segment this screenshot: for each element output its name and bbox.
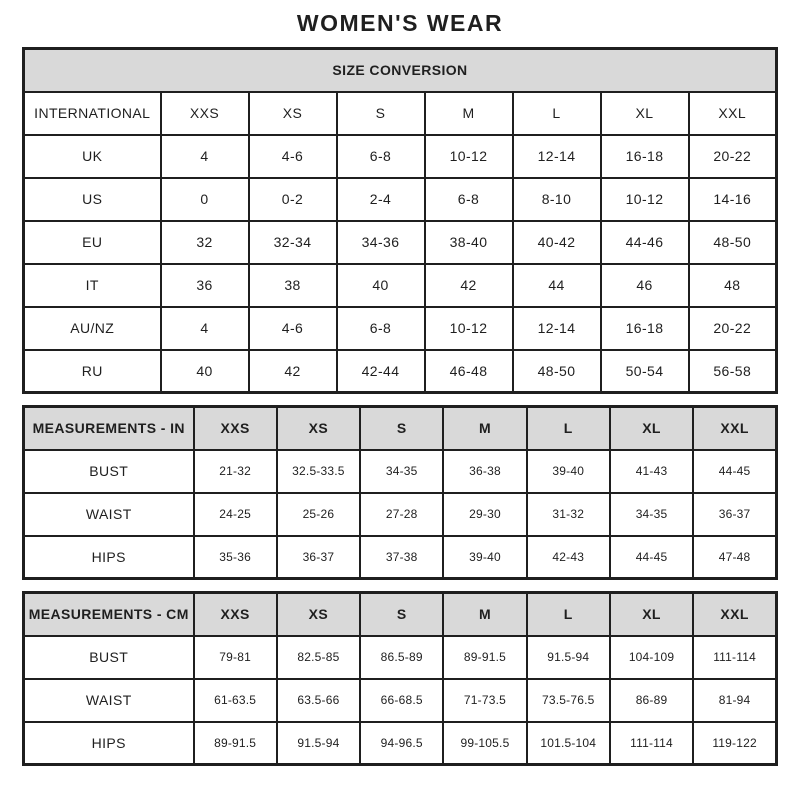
value-cell: 44 (513, 264, 601, 307)
column-header-cell: XXL (693, 593, 776, 636)
value-cell: 91.5-94 (277, 722, 360, 765)
value-cell: 31-32 (527, 493, 610, 536)
page-title: WOMEN'S WEAR (296, 10, 504, 36)
value-cell: 10-12 (425, 307, 513, 350)
value-cell: 6-8 (337, 307, 425, 350)
value-cell: 41-43 (610, 450, 693, 493)
value-cell: 38-40 (425, 221, 513, 264)
row-label-cell: WAIST (24, 493, 194, 536)
value-cell: 16-18 (601, 135, 689, 178)
table-title-cell: SIZE CONVERSION (24, 49, 777, 92)
value-cell: 24-25 (194, 493, 277, 536)
value-cell: 6-8 (337, 135, 425, 178)
value-cell: 34-36 (337, 221, 425, 264)
row-label-cell: US (24, 178, 161, 221)
value-cell: 39-40 (527, 450, 610, 493)
value-cell: 91.5-94 (527, 636, 610, 679)
column-header-row (24, 593, 777, 636)
value-cell: 12-14 (513, 307, 601, 350)
value-cell: 48-50 (513, 350, 601, 393)
value-cell: 42 (249, 350, 337, 393)
row-label-cell: AU/NZ (24, 307, 161, 350)
row-label-cell: WAIST (24, 679, 194, 722)
value-cell: 36-37 (277, 536, 360, 579)
value-cell: 16-18 (601, 307, 689, 350)
column-header-cell: M (443, 407, 526, 450)
value-cell: 27-28 (360, 493, 443, 536)
value-cell: 32 (161, 221, 249, 264)
column-header-cell: XL (610, 407, 693, 450)
column-header-cell: L (527, 407, 610, 450)
value-cell: 66-68.5 (360, 679, 443, 722)
value-cell: 21-32 (194, 450, 277, 493)
column-header-row (24, 92, 777, 135)
value-cell: 32-34 (249, 221, 337, 264)
value-cell: 89-91.5 (194, 722, 277, 765)
measurements-in-table-body (24, 407, 777, 579)
column-header-cell: MEASUREMENTS - CM (24, 593, 194, 636)
table-row (24, 679, 777, 722)
value-cell: 14-16 (689, 178, 777, 221)
value-cell: 86-89 (610, 679, 693, 722)
value-cell: 4 (161, 135, 249, 178)
measurements-in-table (22, 405, 778, 580)
value-cell: 81-94 (693, 679, 776, 722)
value-cell: 42 (425, 264, 513, 307)
table-row (24, 636, 777, 679)
value-cell: 4-6 (249, 135, 337, 178)
value-cell: 10-12 (601, 178, 689, 221)
value-cell: 12-14 (513, 135, 601, 178)
value-cell: 36-37 (693, 493, 776, 536)
value-cell: 48-50 (689, 221, 777, 264)
value-cell: 40-42 (513, 221, 601, 264)
value-cell: 63.5-66 (277, 679, 360, 722)
column-header-cell: XXS (194, 407, 277, 450)
table-row (24, 178, 777, 221)
table-row (24, 722, 777, 765)
value-cell: 39-40 (443, 536, 526, 579)
value-cell: 101.5-104 (527, 722, 610, 765)
value-cell: 94-96.5 (360, 722, 443, 765)
size-conversion-table (22, 47, 778, 394)
column-header-cell: XXS (194, 593, 277, 636)
value-cell: 46 (601, 264, 689, 307)
value-cell: 86.5-89 (360, 636, 443, 679)
table-row (24, 264, 777, 307)
value-cell: 61-63.5 (194, 679, 277, 722)
column-header-cell: M (443, 593, 526, 636)
row-label-cell: HIPS (24, 722, 194, 765)
column-header-cell: XL (610, 593, 693, 636)
column-header-cell: XL (601, 92, 689, 135)
value-cell: 40 (161, 350, 249, 393)
value-cell: 25-26 (277, 493, 360, 536)
value-cell: 29-30 (443, 493, 526, 536)
value-cell: 20-22 (689, 307, 777, 350)
table-row (24, 350, 777, 393)
value-cell: 6-8 (425, 178, 513, 221)
column-header-cell: M (425, 92, 513, 135)
value-cell: 79-81 (194, 636, 277, 679)
value-cell: 50-54 (601, 350, 689, 393)
value-cell: 44-45 (693, 450, 776, 493)
column-header-cell: S (360, 407, 443, 450)
measurements-cm-table (22, 591, 778, 766)
table-row (24, 493, 777, 536)
value-cell: 99-105.5 (443, 722, 526, 765)
column-header-cell: XXL (689, 92, 777, 135)
value-cell: 20-22 (689, 135, 777, 178)
value-cell: 36-38 (443, 450, 526, 493)
value-cell: 111-114 (610, 722, 693, 765)
column-header-cell: XXL (693, 407, 776, 450)
size-conversion-table-body (24, 49, 777, 393)
value-cell: 44-45 (610, 536, 693, 579)
value-cell: 0 (161, 178, 249, 221)
table-row (24, 536, 777, 579)
measurements-cm-table-body (24, 593, 777, 765)
value-cell: 73.5-76.5 (527, 679, 610, 722)
column-header-cell: L (527, 593, 610, 636)
row-label-cell: RU (24, 350, 161, 393)
value-cell: 37-38 (360, 536, 443, 579)
value-cell: 42-44 (337, 350, 425, 393)
column-header-cell: L (513, 92, 601, 135)
row-label-cell: HIPS (24, 536, 194, 579)
value-cell: 32.5-33.5 (277, 450, 360, 493)
value-cell: 34-35 (360, 450, 443, 493)
column-header-cell: XS (277, 593, 360, 636)
column-header-cell: INTERNATIONAL (24, 92, 161, 135)
value-cell: 111-114 (693, 636, 776, 679)
row-label-cell: BUST (24, 636, 194, 679)
column-header-cell: XS (277, 407, 360, 450)
value-cell: 82.5-85 (277, 636, 360, 679)
value-cell: 44-46 (601, 221, 689, 264)
value-cell: 2-4 (337, 178, 425, 221)
row-label-cell: IT (24, 264, 161, 307)
column-header-row (24, 407, 777, 450)
value-cell: 56-58 (689, 350, 777, 393)
value-cell: 71-73.5 (443, 679, 526, 722)
row-label-cell: BUST (24, 450, 194, 493)
value-cell: 4 (161, 307, 249, 350)
value-cell: 89-91.5 (443, 636, 526, 679)
value-cell: 8-10 (513, 178, 601, 221)
value-cell: 104-109 (610, 636, 693, 679)
table-row (24, 221, 777, 264)
value-cell: 38 (249, 264, 337, 307)
value-cell: 34-35 (610, 493, 693, 536)
value-cell: 4-6 (249, 307, 337, 350)
column-header-cell: MEASUREMENTS - IN (24, 407, 194, 450)
value-cell: 36 (161, 264, 249, 307)
row-label-cell: UK (24, 135, 161, 178)
table-row (24, 450, 777, 493)
value-cell: 46-48 (425, 350, 513, 393)
column-header-cell: S (360, 593, 443, 636)
value-cell: 0-2 (249, 178, 337, 221)
value-cell: 119-122 (693, 722, 776, 765)
table-row (24, 307, 777, 350)
column-header-cell: XXS (161, 92, 249, 135)
table-title-row (24, 49, 777, 92)
column-header-cell: S (337, 92, 425, 135)
value-cell: 48 (689, 264, 777, 307)
value-cell: 35-36 (194, 536, 277, 579)
value-cell: 42-43 (527, 536, 610, 579)
value-cell: 10-12 (425, 135, 513, 178)
table-row (24, 135, 777, 178)
value-cell: 40 (337, 264, 425, 307)
row-label-cell: EU (24, 221, 161, 264)
column-header-cell: XS (249, 92, 337, 135)
value-cell: 47-48 (693, 536, 776, 579)
